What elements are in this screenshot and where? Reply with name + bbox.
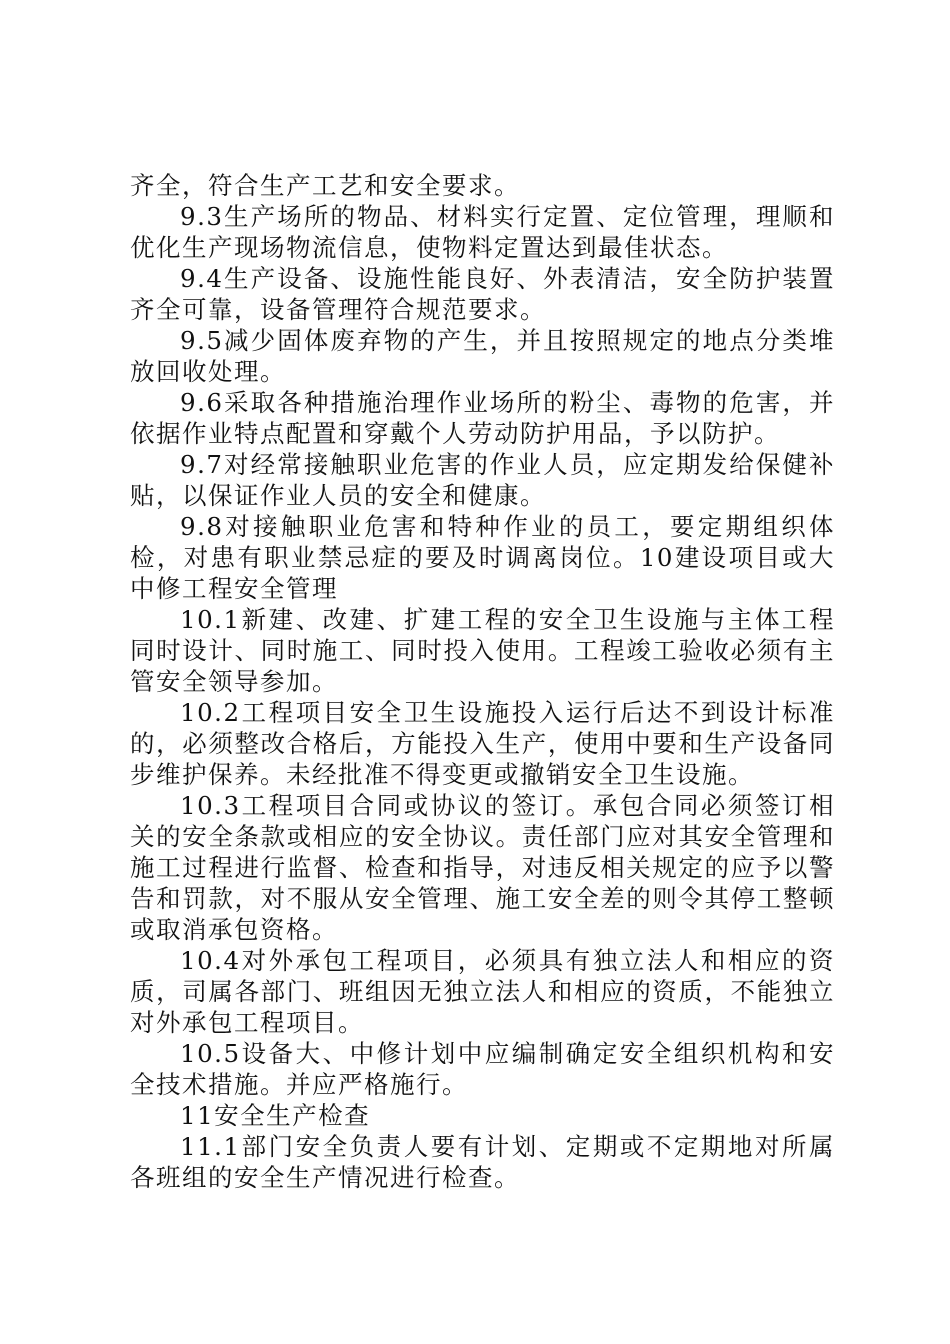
paragraph-10-3: 10.3工程项目合同或协议的签订。承包合同必须签订相关的安全条款或相应的安全协议。责任部门应对其安全管理和施工过程进行监督、检查和指导，对违反相关规定的应予以警告和罚款，对不服从安全管理、施工安全差的则令其停工整顿或取消承包资格。 xyxy=(130,791,835,944)
paragraph-10-5: 10.5设备大、中修计划中应编制确定安全组织机构和安全技术措施。并应严格施行。 xyxy=(130,1039,835,1099)
paragraph-9-5: 9.5减少固体废弃物的产生，并且按照规定的地点分类堆放回收处理。 xyxy=(130,326,835,386)
paragraph-9-6: 9.6采取各种措施治理作业场所的粉尘、毒物的危害，并依据作业特点配置和穿戴个人劳动防护用品，予以防护。 xyxy=(130,388,835,448)
paragraph-9-4: 9.4生产设备、设施性能良好、外表清洁，安全防护装置齐全可靠，设备管理符合规范要求。 xyxy=(130,264,835,324)
paragraph-9-3: 9.3生产场所的物品、材料实行定置、定位管理，理顺和优化生产现场物流信息，使物料定置达到最佳状态。 xyxy=(130,202,835,262)
paragraph-9-7: 9.7对经常接触职业危害的作业人员，应定期发给保健补贴，以保证作业人员的安全和健康。 xyxy=(130,450,835,510)
paragraph-9-8: 9.8对接触职业危害和特种作业的员工，要定期组织体检，对患有职业禁忌症的要及时调离岗位。10建设项目或大中修工程安全管理 xyxy=(130,512,835,603)
document-body xyxy=(130,170,835,1193)
paragraph-10-2: 10.2工程项目安全卫生设施投入运行后达不到设计标准的，必须整改合格后，方能投入生产，使用中要和生产设备同步维护保养。未经批准不得变更或撤销安全卫生设施。 xyxy=(130,698,835,789)
paragraph-10-4: 10.4对外承包工程项目，必须具有独立法人和相应的资质，司属各部门、班组因无独立法人和相应的资质，不能独立对外承包工程项目。 xyxy=(130,946,835,1037)
paragraph-continuation: 齐全，符合生产工艺和安全要求。 xyxy=(130,171,520,200)
paragraph-11-1: 11.1部门安全负责人要有计划、定期或不定期地对所属各班组的安全生产情况进行检查。 xyxy=(130,1132,835,1192)
paragraph-10-1: 10.1新建、改建、扩建工程的安全卫生设施与主体工程同时设计、同时施工、同时投入使用。工程竣工验收必须有主管安全领导参加。 xyxy=(130,605,835,696)
section-heading-11: 11安全生产检查 xyxy=(180,1101,371,1130)
